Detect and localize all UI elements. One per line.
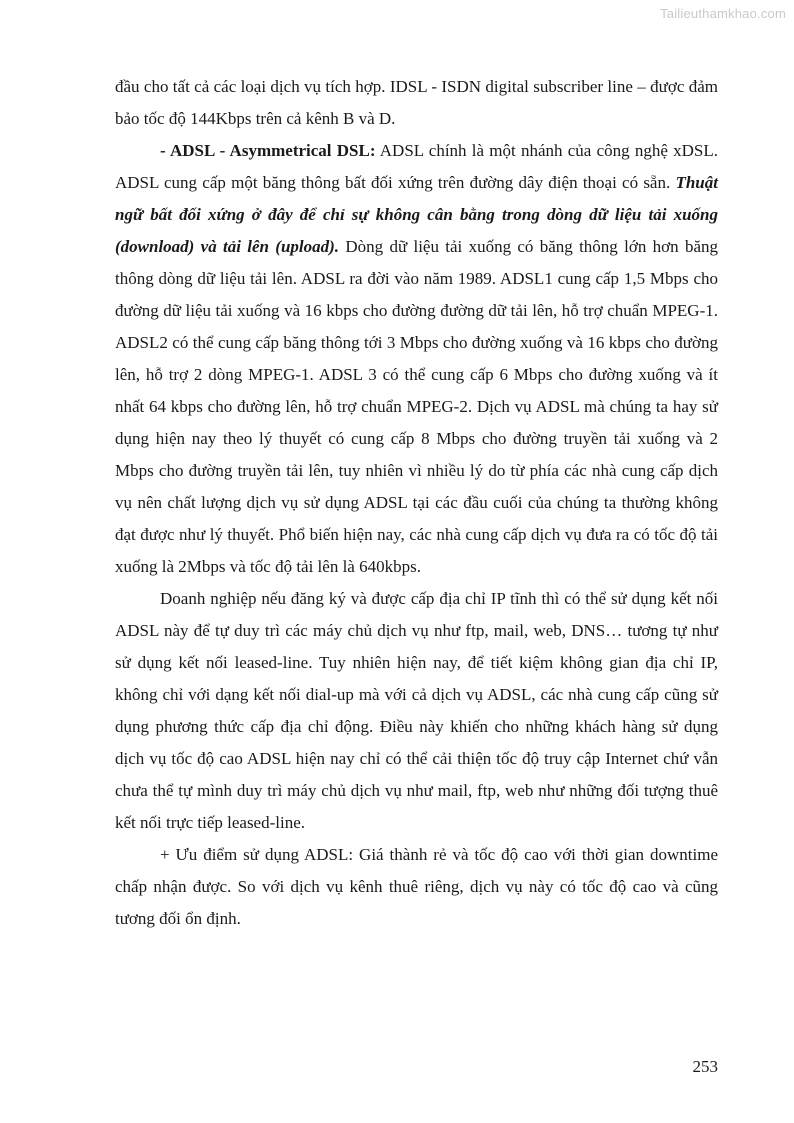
adsl-emphasis: Thuật ngữ bất đối xứng ở đây để chỉ sự không cân bằng trong dòng dữ liệu tải xuống (download) và tải lên (upload). [115,173,718,256]
adsl-text-intro: ADSL chính là một nhánh của công nghệ xDSL. ADSL cung cấp một băng thông bất đối xứng trên đường dây điện thoại có sẵn. [115,141,718,192]
paragraph-adsl [115,135,718,583]
adsl-heading: - ADSL - Asymmetrical DSL: [160,141,376,160]
page-number: 253 [692,1057,718,1076]
adsl-text-detail: Dòng dữ liệu tải xuống có băng thông lớn hơn băng thông dòng dữ liệu tải lên. ADSL ra đời vào năm 1989. ADSL1 cung cấp 1,5 Mbps cho đường dữ liệu tải xuống và 16 kbps cho đường đường dữ tải lên, hỗ trợ chuẩn MPEG-1. ADSL2 có thể cung cấp băng thông tới 3 Mbps cho đường xuống và 16 kbps cho đường lên, hỗ trợ 2 dòng MPEG-1. ADSL 3 có thể cung cấp 6 Mbps cho đường xuống và ít nhất 64 kbps cho đường lên, hỗ trợ chuẩn MPEG-2. Dịch vụ ADSL mà chúng ta hay sử dụng hiện nay theo lý thuyết có cung cấp 8 Mbps cho đường truyền tải xuống và 2 Mbps cho đường truyền tải lên, tuy nhiên vì nhiều lý do từ phía các nhà cung cấp dịch vụ nên chất lượng dịch vụ sử dụng ADSL tại các đầu cuối của chúng ta thường không đạt được như lý thuyết. Phổ biến hiện nay, các nhà cung cấp dịch vụ đưa ra có tốc độ tải xuống là 2Mbps và tốc độ tải lên là 640kbps. [115,237,718,576]
page-body [115,71,718,935]
watermark: Tailieuthamkhao.com [660,6,786,21]
paragraph-enterprise: Doanh nghiệp nếu đăng ký và được cấp địa chỉ IP tĩnh thì có thể sử dụng kết nối ADSL này để tự duy trì các máy chủ dịch vụ như ftp, mail, web, DNS… tương tự như sử dụng kết nối leased-line. Tuy nhiên hiện nay, để tiết kiệm không gian địa chỉ IP, không chỉ với dạng kết nối dial-up mà với cả dịch vụ ADSL, các nhà cung cấp cũng sử dụng phương thức cấp địa chỉ động. Điều này khiến cho những khách hàng sử dụng dịch vụ tốc độ cao ADSL hiện nay chỉ có thể cải thiện tốc độ truy cập Internet chứ vẫn chưa thể tự mình duy trì máy chủ dịch vụ như mail, ftp, web như những đối tượng thuê kết nối trực tiếp leased-line. [115,589,718,832]
paragraph-advantages: + Ưu điểm sử dụng ADSL: Giá thành rẻ và tốc độ cao với thời gian downtime chấp nhận được. So với dịch vụ kênh thuê riêng, dịch vụ này có tốc độ cao và cũng tương đối ổn định. [115,845,718,928]
paragraph-idsl-continuation: đầu cho tất cả các loại dịch vụ tích hợp. IDSL - ISDN digital subscriber line – được đảm bảo tốc độ 144Kbps trên cả kênh B và D. [115,77,718,128]
